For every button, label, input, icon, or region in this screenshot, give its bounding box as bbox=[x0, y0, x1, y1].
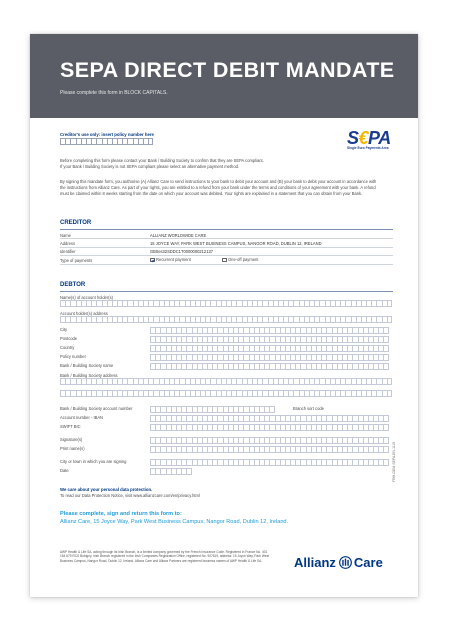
branch-sort-code-label: Branch sort code bbox=[293, 406, 324, 411]
creditor-section-title: CREDITOR bbox=[60, 220, 92, 226]
character-box[interactable] bbox=[383, 459, 388, 466]
intro-paragraph-2: By signing this mandate form, you authorise (A) Allianz Care to send instructions to your bank to debit your account and (B) your bank to debit your account in accordance with the instructions from Allianz Care. As part of your rights, you are entitled to a refund from your bank under the terms and conditions of your agreement with your bank. A refund must be claimed within 8 weeks starting from the date on which your account was debited. Your rights are explained in a statement that you can obtain from your Bank. bbox=[60, 179, 377, 197]
recurrent-checkbox[interactable] bbox=[150, 258, 155, 263]
creditor-identifier-row: Identifier GB0es32SDDC1T0000000212137 bbox=[60, 248, 393, 256]
sepa-tagline: Single Euro Payments Area bbox=[347, 146, 389, 150]
print-name-field[interactable]: Print name(s) bbox=[60, 446, 393, 454]
character-box[interactable] bbox=[387, 316, 392, 323]
sepa-wordmark: S€PA bbox=[347, 128, 391, 148]
character-box[interactable] bbox=[269, 406, 274, 413]
character-box[interactable] bbox=[383, 354, 388, 361]
character-box[interactable] bbox=[387, 300, 392, 307]
return-address: Allianz Care, 15 Joyce Way, Park West Business Campus, Nangor Road, Dublin 12, Ireland. bbox=[60, 519, 289, 525]
mandate-form-page bbox=[30, 34, 418, 597]
recurrent-payment-option[interactable]: Recurrent payment bbox=[150, 257, 191, 262]
form-title: SEPA DIRECT DEBIT MANDATE bbox=[60, 58, 395, 82]
policy-number-debtor-field[interactable]: Policy number bbox=[60, 354, 393, 362]
return-instructions-title: Please complete, sign and return this form to: bbox=[60, 511, 182, 517]
character-box[interactable] bbox=[186, 468, 191, 475]
data-protection-title: We care about your personal data protection. bbox=[60, 487, 153, 492]
bank-address-field-2[interactable] bbox=[60, 390, 393, 403]
character-box[interactable] bbox=[387, 390, 392, 397]
character-box[interactable] bbox=[383, 415, 388, 422]
character-box[interactable] bbox=[383, 437, 388, 444]
city-town-signing-field[interactable]: City or town in which you are signing bbox=[60, 459, 393, 467]
debtor-rule bbox=[60, 291, 393, 292]
account-number-field[interactable]: Bank / Building Society account number Branch sort code bbox=[60, 406, 324, 411]
form-code: FRM-DDM-SEPA-EN-1119 bbox=[392, 441, 396, 482]
policy-number-field[interactable] bbox=[60, 138, 153, 145]
legal-text: AWP Health & Life SA, acting through its Irish Branch, is a limited company governed by the French Insurance Code. Registered in France No. 401 154 679 RCS Bobigny. Irish Branch registered in the Irish Companies Registration Office, registered No. 907619, address: 15 Joyce Way, Park West Business Campus, Nangor Road, Dublin 12, Ireland. Allianz Care and Allianz Partners are registered business names of AWP Health & Life SA. bbox=[60, 550, 270, 563]
form-subtitle: Please complete this form in BLOCK CAPITALS. bbox=[60, 90, 168, 96]
bank-name-field[interactable]: Bank / Building Society name bbox=[60, 363, 393, 371]
country-field[interactable]: Country bbox=[60, 345, 393, 353]
character-box[interactable] bbox=[383, 345, 388, 352]
account-holder-name-field[interactable]: Name(s) of account holder(s) bbox=[60, 295, 393, 308]
character-box[interactable] bbox=[387, 378, 392, 385]
date-field[interactable]: Date bbox=[60, 468, 393, 476]
bank-address-field[interactable]: Bank / Building Society address bbox=[60, 373, 393, 386]
city-field[interactable]: City bbox=[60, 327, 393, 335]
character-box[interactable] bbox=[383, 446, 388, 453]
character-box[interactable] bbox=[383, 327, 388, 334]
iban-field[interactable]: Account number - IBAN bbox=[60, 415, 393, 423]
character-box[interactable] bbox=[383, 336, 388, 343]
policy-number-label: Creditor's use only: insert policy number here bbox=[60, 132, 154, 137]
debtor-section-title: DEBTOR bbox=[60, 282, 86, 288]
postcode-field[interactable]: Postcode bbox=[60, 336, 393, 344]
account-holder-address-field[interactable]: Account holder(s) address bbox=[60, 311, 393, 324]
signature-field[interactable]: Signature(s) bbox=[60, 437, 393, 445]
sepa-logo bbox=[341, 128, 396, 154]
character-box[interactable] bbox=[148, 138, 153, 145]
creditor-rule bbox=[60, 229, 393, 230]
payment-type-row: Type of payments Recurrent payment One-off payment bbox=[60, 256, 393, 264]
oneoff-payment-option[interactable]: One-off payment bbox=[222, 257, 258, 262]
character-box[interactable] bbox=[383, 363, 388, 370]
data-protection-text: To read our Data Protection Notice, visit www.allianzcare.com/en/privacy.html bbox=[60, 493, 200, 498]
creditor-name-row: Name ALLIANZ WORLDWIDE CARE bbox=[60, 231, 393, 239]
swift-bic-field[interactable]: SWIFT BIC bbox=[60, 424, 393, 432]
intro-paragraph-1: Before completing this form please contact your Bank / Building Society to confirm that they are SEPA compliant. If your Bank / Building Society is not SEPA compliant please select an alternative payment method. bbox=[60, 158, 264, 170]
oneoff-checkbox[interactable] bbox=[222, 258, 227, 263]
allianz-eagle-icon bbox=[339, 556, 352, 569]
form-header bbox=[30, 34, 418, 118]
creditor-address-row: Address 15 JOYCE WAY, PARK WEST BUSINESS CAMPUS, NANGOR ROAD, DUBLIN 12, IRELAND bbox=[60, 239, 393, 247]
character-box[interactable] bbox=[383, 424, 388, 431]
allianz-care-logo: Allianz Care bbox=[294, 554, 383, 570]
